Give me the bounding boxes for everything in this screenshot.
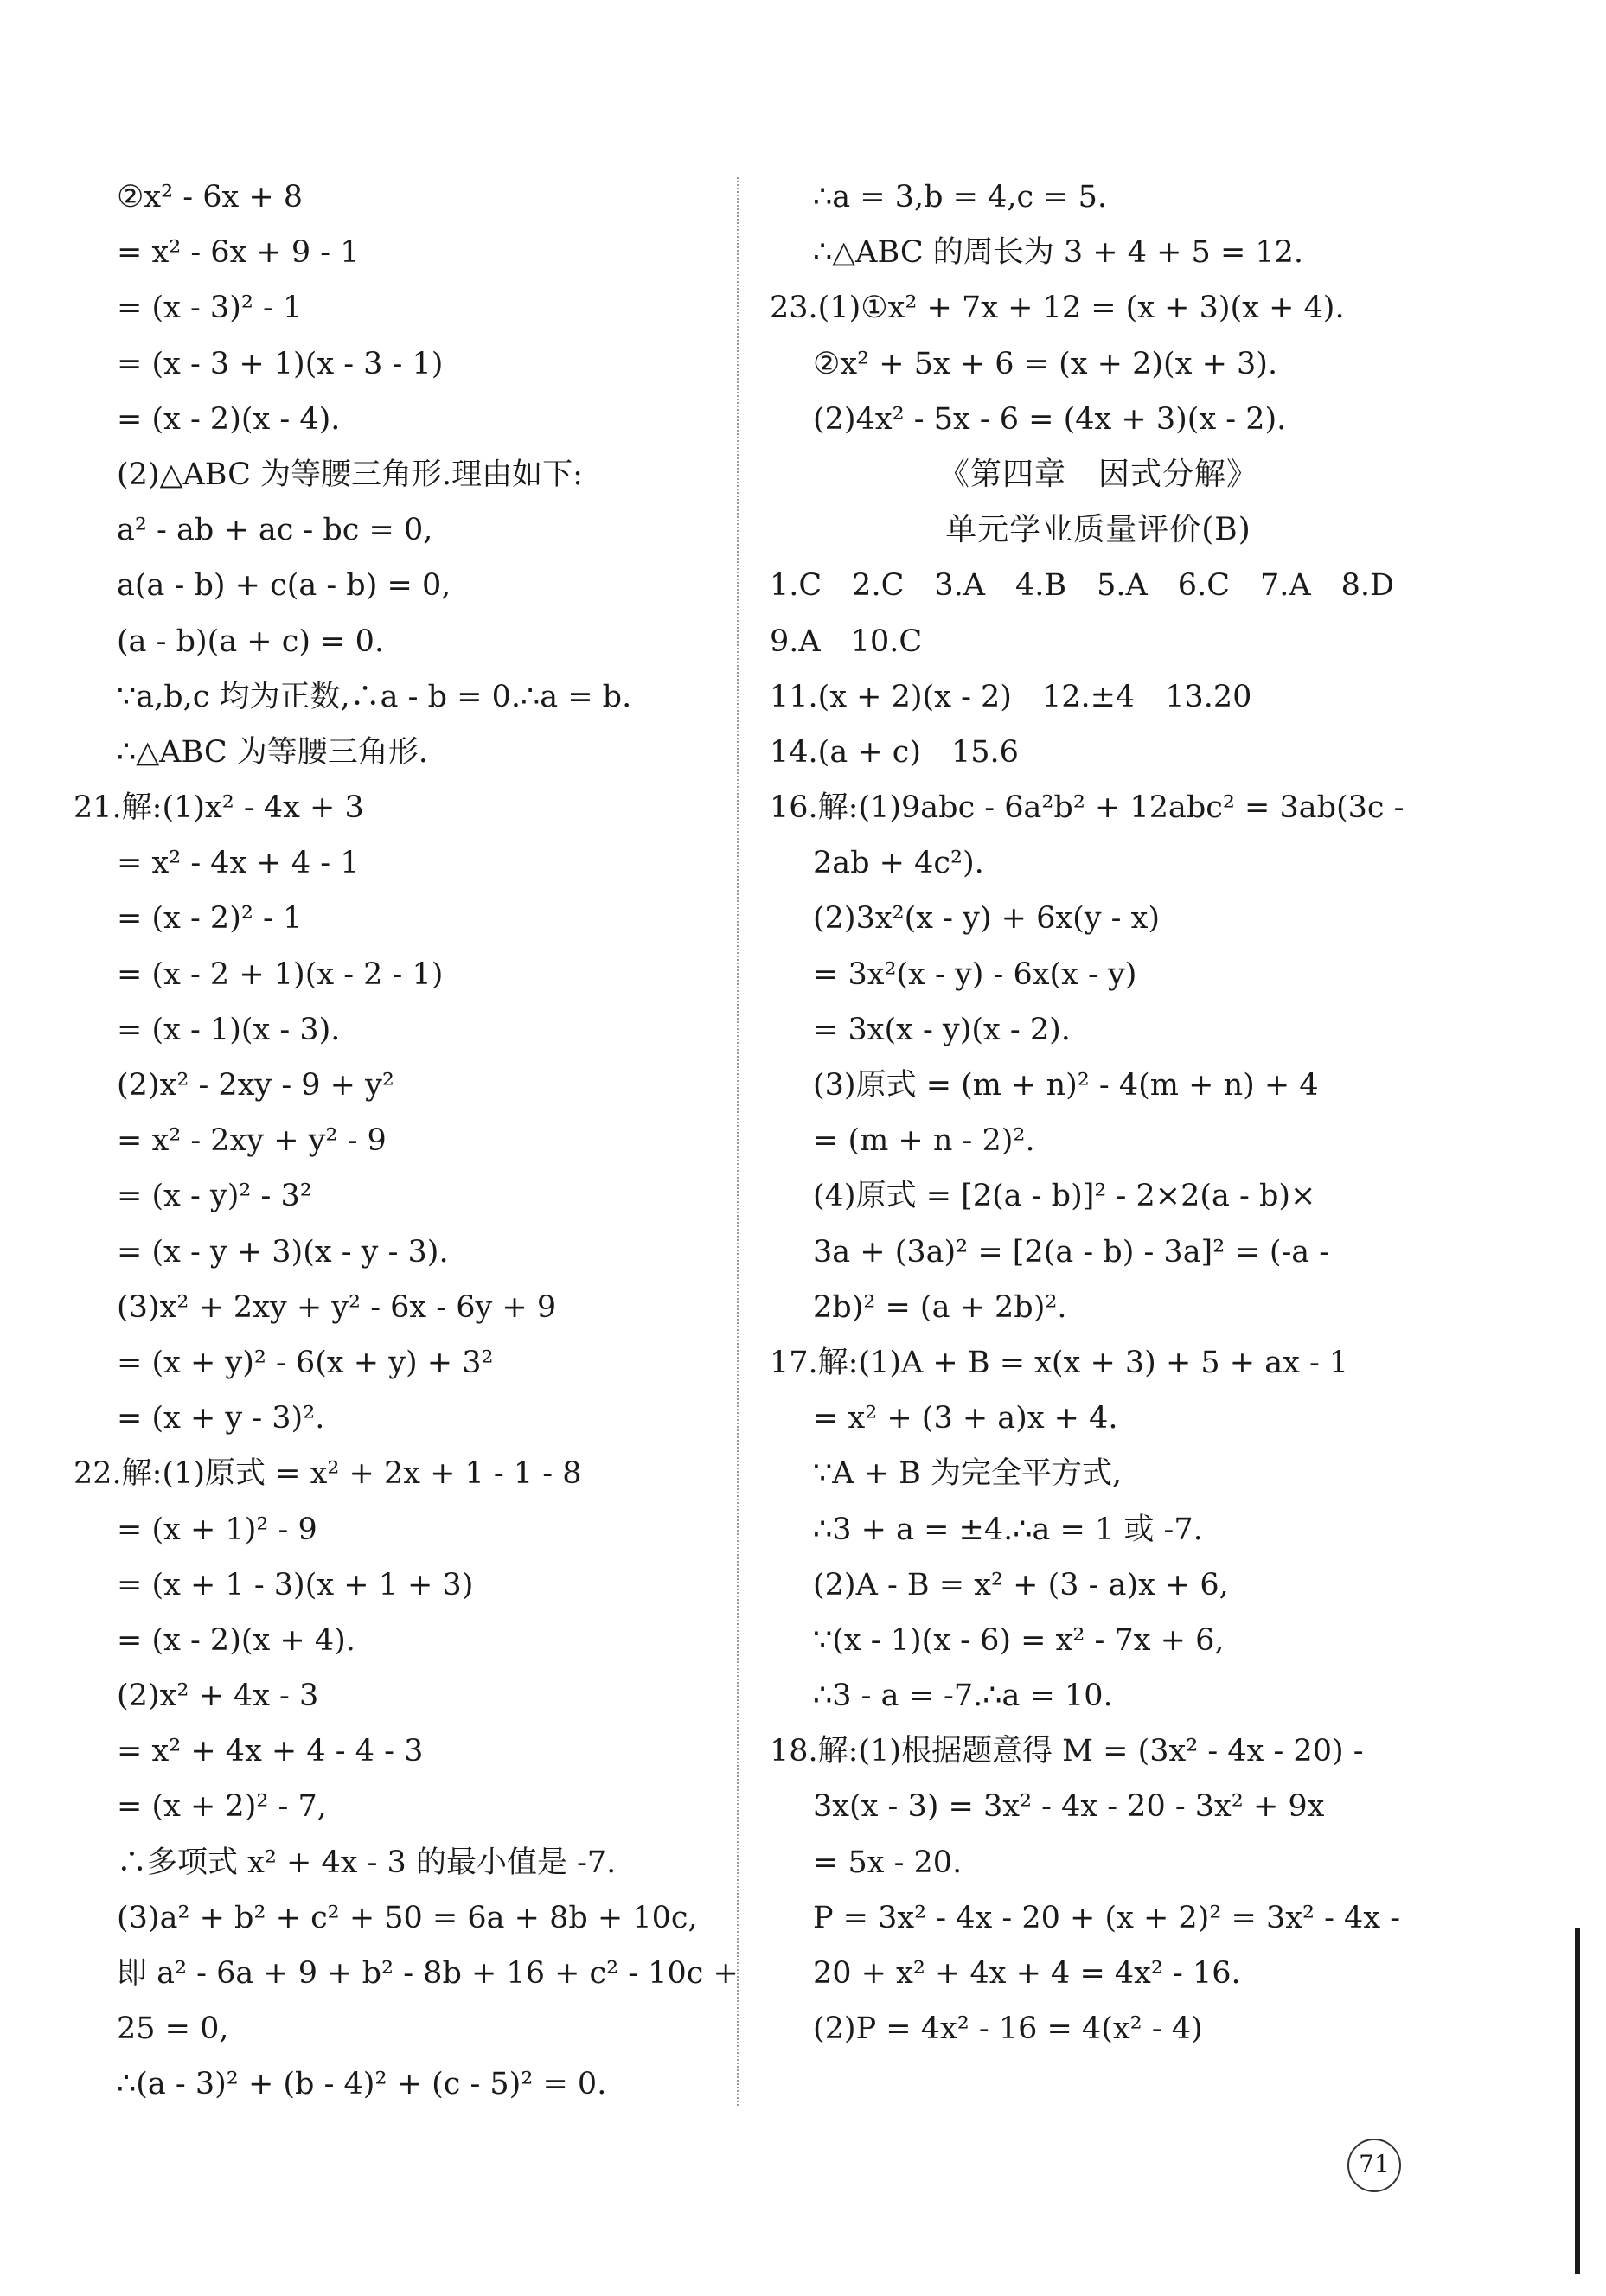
text-line: = (x + 1)² - 9 (117, 1512, 317, 1547)
text-line: a² - ab + ac - bc = 0, (117, 513, 433, 548)
text-line: (a - b)(a + c) = 0. (117, 624, 384, 659)
text-line: = (x - 2)(x + 4). (117, 1622, 355, 1658)
text-line: 3a + (3a)² = [2(a - b) - 3a]² = (-a - (813, 1234, 1330, 1270)
text-line: a(a - b) + c(a - b) = 0, (117, 568, 451, 604)
text-line: = (x - 2 + 1)(x - 2 - 1) (117, 956, 444, 992)
text-line: ②x² - 6x + 8 (117, 180, 304, 214)
text-line: = (x - 2)² - 1 (117, 901, 303, 937)
text-line: (2)A - B = x² + (3 - a)x + 6, (813, 1567, 1229, 1602)
answers-row: 9.A 10.C (770, 624, 923, 659)
section-title: 单元学业质量评价(B) (945, 512, 1251, 548)
question-16-line: 16.解:(1)9abc - 6a²b² + 12abc² = 3ab(3c - (770, 790, 1404, 826)
text-line: = 3x(x - y)(x - 2). (813, 1012, 1071, 1047)
left-column (74, 169, 739, 2113)
text-line: (2)4x² - 5x - 6 = (4x + 3)(x - 2). (813, 401, 1287, 437)
text-line: ∵(x - 1)(x - 6) = x² - 7x + 6, (813, 1622, 1225, 1658)
text-line: = (x - 3 + 1)(x - 3 - 1) (117, 346, 444, 381)
text-line: ∴(a - 3)² + (b - 4)² + (c - 5)² = 0. (117, 2067, 607, 2102)
text-line: ∵a,b,c 均为正数,∴a - b = 0.∴a = b. (117, 679, 632, 714)
answers-row: 11.(x + 2)(x - 2) 12.±4 13.20 (770, 679, 1252, 714)
text-line: 3x(x - 3) = 3x² - 4x - 20 - 3x² + 9x (813, 1789, 1325, 1825)
text-line: 25 = 0, (117, 2011, 229, 2047)
text-line: = (m + n - 2)². (813, 1123, 1035, 1159)
text-line: ∴△ABC 为等腰三角形. (117, 734, 428, 770)
page-edge-shadow (1575, 1928, 1580, 2274)
text-line: ∴a = 3,b = 4,c = 5. (813, 180, 1108, 214)
text-line: (3)a² + b² + c² + 50 = 6a + 8b + 10c, (117, 1900, 698, 1935)
text-line: = (x + y - 3)². (117, 1401, 325, 1436)
text-line: = 3x²(x - y) - 6x(x - y) (813, 956, 1137, 992)
text-line: (2)x² + 4x - 3 (117, 1679, 319, 1714)
answers-row: 1.C 2.C 3.A 4.B 5.A 6.C 7.A 8.D (770, 568, 1395, 604)
text-line: ②x² + 5x + 6 = (x + 2)(x + 3). (813, 346, 1278, 381)
column-divider (737, 177, 739, 2106)
text-line: = (x + 2)² - 7, (117, 1789, 327, 1825)
text-line: ∵A + B 为完全平方式, (813, 1456, 1123, 1492)
text-line: (3)原式 = (m + n)² - 4(m + n) + 4 (813, 1068, 1319, 1103)
question-17-line: 17.解:(1)A + B = x(x + 3) + 5 + ax - 1 (770, 1345, 1349, 1380)
text-line: = x² + (3 + a)x + 4. (813, 1401, 1118, 1436)
text-line: = (x + 1 - 3)(x + 1 + 3) (117, 1567, 474, 1602)
chapter-title: 《第四章 因式分解》 (937, 456, 1258, 492)
text-line: = x² + 4x + 4 - 4 - 3 (117, 1734, 424, 1769)
text-line: ∴△ABC 的周长为 3 + 4 + 5 = 12. (813, 235, 1304, 271)
text-line: (2)x² - 2xy - 9 + y² (117, 1068, 394, 1103)
text-line: (3)x² + 2xy + y² - 6x - 6y + 9 (117, 1289, 557, 1325)
text-line: (4)原式 = [2(a - b)]² - 2×2(a - b)× (813, 1179, 1316, 1214)
text-line: (2)P = 4x² - 16 = 4(x² - 4) (813, 2011, 1203, 2047)
text-line: (2)3x²(x - y) + 6x(y - x) (813, 901, 1160, 937)
text-line: = x² - 6x + 9 - 1 (117, 235, 360, 271)
text-line: 2b)² = (a + 2b)². (813, 1289, 1067, 1325)
page-number: 71 (1347, 2139, 1401, 2192)
text-line: = (x - 3)² - 1 (117, 291, 303, 326)
question-18-line: 18.解:(1)根据题意得 M = (3x² - 4x - 20) - (770, 1734, 1364, 1769)
text-line: ∴多项式 x² + 4x - 3 的最小值是 -7. (117, 1845, 617, 1880)
text-line: = (x - 2)(x - 4). (117, 401, 341, 437)
text-line: 2ab + 4c²). (813, 846, 984, 881)
text-line: 20 + x² + 4x + 4 = 4x² - 16. (813, 1956, 1241, 1991)
text-line: = (x - y + 3)(x - y - 3). (117, 1234, 449, 1270)
text-line: = (x - y)² - 3² (117, 1179, 312, 1214)
text-line: P = 3x² - 4x - 20 + (x + 2)² = 3x² - 4x - (813, 1900, 1401, 1935)
text-line: = (x - 1)(x - 3). (117, 1012, 341, 1047)
question-22-line: 22.解:(1)原式 = x² + 2x + 1 - 1 - 8 (74, 1456, 582, 1492)
right-column (770, 169, 1427, 2056)
text-line: ∴3 - a = -7.∴a = 10. (813, 1679, 1113, 1714)
text-line: = x² - 2xy + y² - 9 (117, 1123, 387, 1159)
text-line: = 5x - 20. (813, 1845, 963, 1880)
text-line: = (x + y)² - 6(x + y) + 3² (117, 1345, 494, 1380)
text-line: (2)△ABC 为等腰三角形.理由如下: (117, 457, 583, 492)
text-line: 即 a² - 6a + 9 + b² - 8b + 16 + c² - 10c + (117, 1956, 739, 1991)
question-23-line: 23.(1)①x² + 7x + 12 = (x + 3)(x + 4). (770, 291, 1345, 326)
answers-row: 14.(a + c) 15.6 (770, 734, 1019, 770)
text-line: ∴3 + a = ±4.∴a = 1 或 -7. (813, 1512, 1203, 1547)
question-21-line: 21.解:(1)x² - 4x + 3 (74, 790, 364, 826)
text-line: = x² - 4x + 4 - 1 (117, 846, 360, 881)
